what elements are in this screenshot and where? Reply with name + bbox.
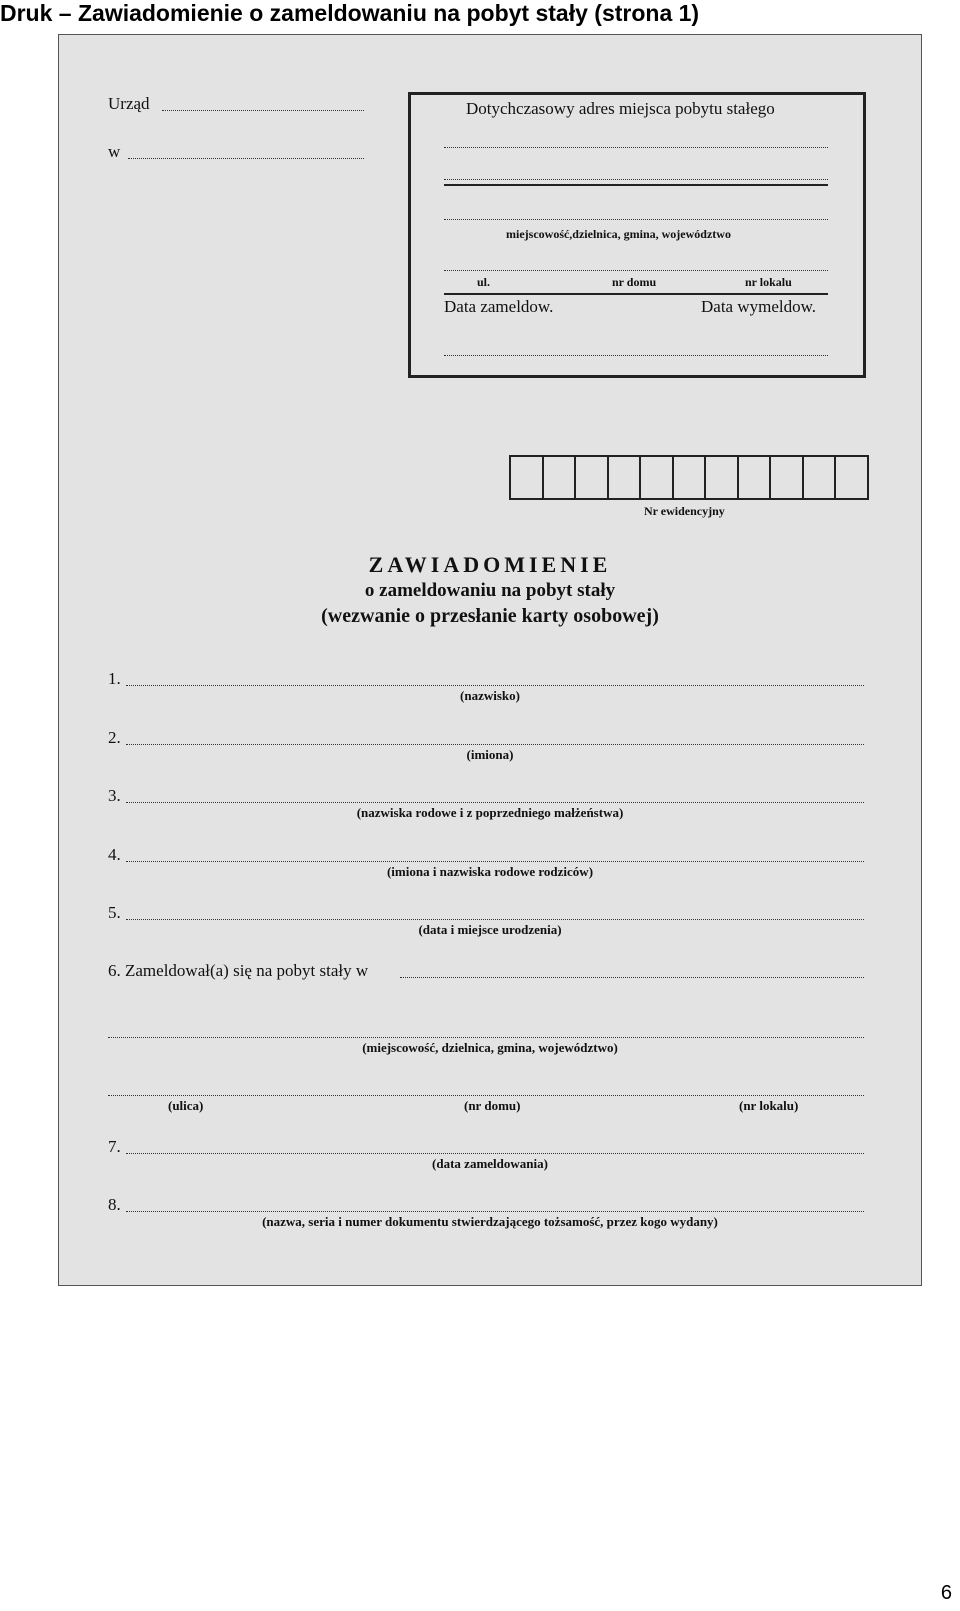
page-number: 6	[940, 1582, 952, 1604]
form-title: ZAWIADOMIENIE	[368, 552, 612, 577]
record-number-cell	[771, 457, 804, 498]
field-7-caption: (data zameldowania)	[432, 1156, 548, 1171]
record-number-cell	[804, 457, 837, 498]
address-dotted-line-3	[444, 219, 828, 220]
field-8-number: 8.	[108, 1195, 121, 1214]
field-2-caption: (imiona)	[466, 747, 514, 762]
locality-caption: miejscowość,dzielnica, gmina, województwo	[506, 227, 731, 241]
field-7-number: 7.	[108, 1137, 121, 1156]
field-8-line	[126, 1211, 864, 1212]
field-3-caption: (nazwiska rodowe i z poprzedniego małżeństwa)	[356, 805, 624, 820]
record-number-cell	[739, 457, 772, 498]
field-7-line	[126, 1153, 864, 1154]
office-location-dotted-line	[128, 158, 364, 159]
record-number-caption: Nr ewidencyjny	[644, 504, 725, 518]
record-number-grid	[509, 455, 869, 500]
apartment-number-caption: nr lokalu	[745, 275, 792, 289]
address-solid-line-2	[444, 293, 828, 295]
field-5-line	[126, 919, 864, 920]
field-3-line	[126, 802, 864, 803]
record-number-cell	[641, 457, 674, 498]
field-2-line	[126, 744, 864, 745]
address-dotted-line-4	[444, 270, 828, 271]
street-caption: ul.	[477, 275, 491, 289]
field-6-apartment-caption: (nr lokalu)	[739, 1098, 799, 1113]
form-subtitle-note: (wezwanie o przesłanie karty osobowej)	[321, 605, 659, 627]
record-number-cell	[511, 457, 544, 498]
address-solid-line	[444, 184, 828, 186]
field-6-label: 6. Zameldował(a) się na pobyt stały w	[108, 961, 369, 980]
record-number-cell	[836, 457, 867, 498]
field-5-caption: (data i miejsce urodzenia)	[418, 922, 562, 937]
field-6-house-caption: (nr domu)	[464, 1098, 521, 1113]
record-number-cell	[576, 457, 609, 498]
record-number-cell	[674, 457, 707, 498]
office-in-label: w	[108, 142, 121, 161]
field-1-number: 1.	[108, 669, 121, 688]
field-8-caption: (nazwa, seria i numer dokumentu stwierdzającego tożsamość, przez kogo wydany)	[262, 1214, 718, 1229]
field-6-street-caption: (ulica)	[168, 1098, 204, 1113]
form-subtitle: o zameldowaniu na pobyt stały	[364, 580, 616, 601]
field-1-caption: (nazwisko)	[460, 688, 520, 703]
previous-address-box	[408, 92, 866, 378]
field-1-line	[126, 685, 864, 686]
deregistered-date-label: Data wymeldow.	[701, 297, 817, 316]
field-4-number: 4.	[108, 845, 121, 864]
registered-date-label: Data zameldow.	[444, 297, 554, 316]
record-number-cell	[706, 457, 739, 498]
field-6-line	[400, 977, 864, 978]
house-number-caption: nr domu	[612, 275, 657, 289]
date-dotted-line	[444, 355, 828, 356]
address-dotted-line-1	[444, 147, 828, 148]
field-6-locality-line	[108, 1037, 864, 1038]
record-number-cell	[609, 457, 642, 498]
field-2-number: 2.	[108, 728, 121, 747]
field-6-street-line	[108, 1095, 864, 1096]
field-5-number: 5.	[108, 903, 121, 922]
address-dotted-line-2	[444, 179, 828, 180]
office-dotted-line	[162, 110, 364, 111]
field-4-line	[126, 861, 864, 862]
field-3-number: 3.	[108, 786, 121, 805]
record-number-cell	[544, 457, 577, 498]
field-4-caption: (imiona i nazwiska rodowe rodziców)	[386, 864, 594, 879]
previous-address-title: Dotychczasowy adres miejsca pobytu stałego	[466, 99, 775, 118]
field-6-locality-caption: (miejscowość, dzielnica, gmina, województwo)	[362, 1040, 618, 1055]
page-heading: Druk – Zawiadomienie o zameldowaniu na pobyt stały (strona 1)	[0, 0, 700, 26]
scanned-form	[58, 34, 922, 1286]
office-label: Urząd	[108, 94, 150, 113]
